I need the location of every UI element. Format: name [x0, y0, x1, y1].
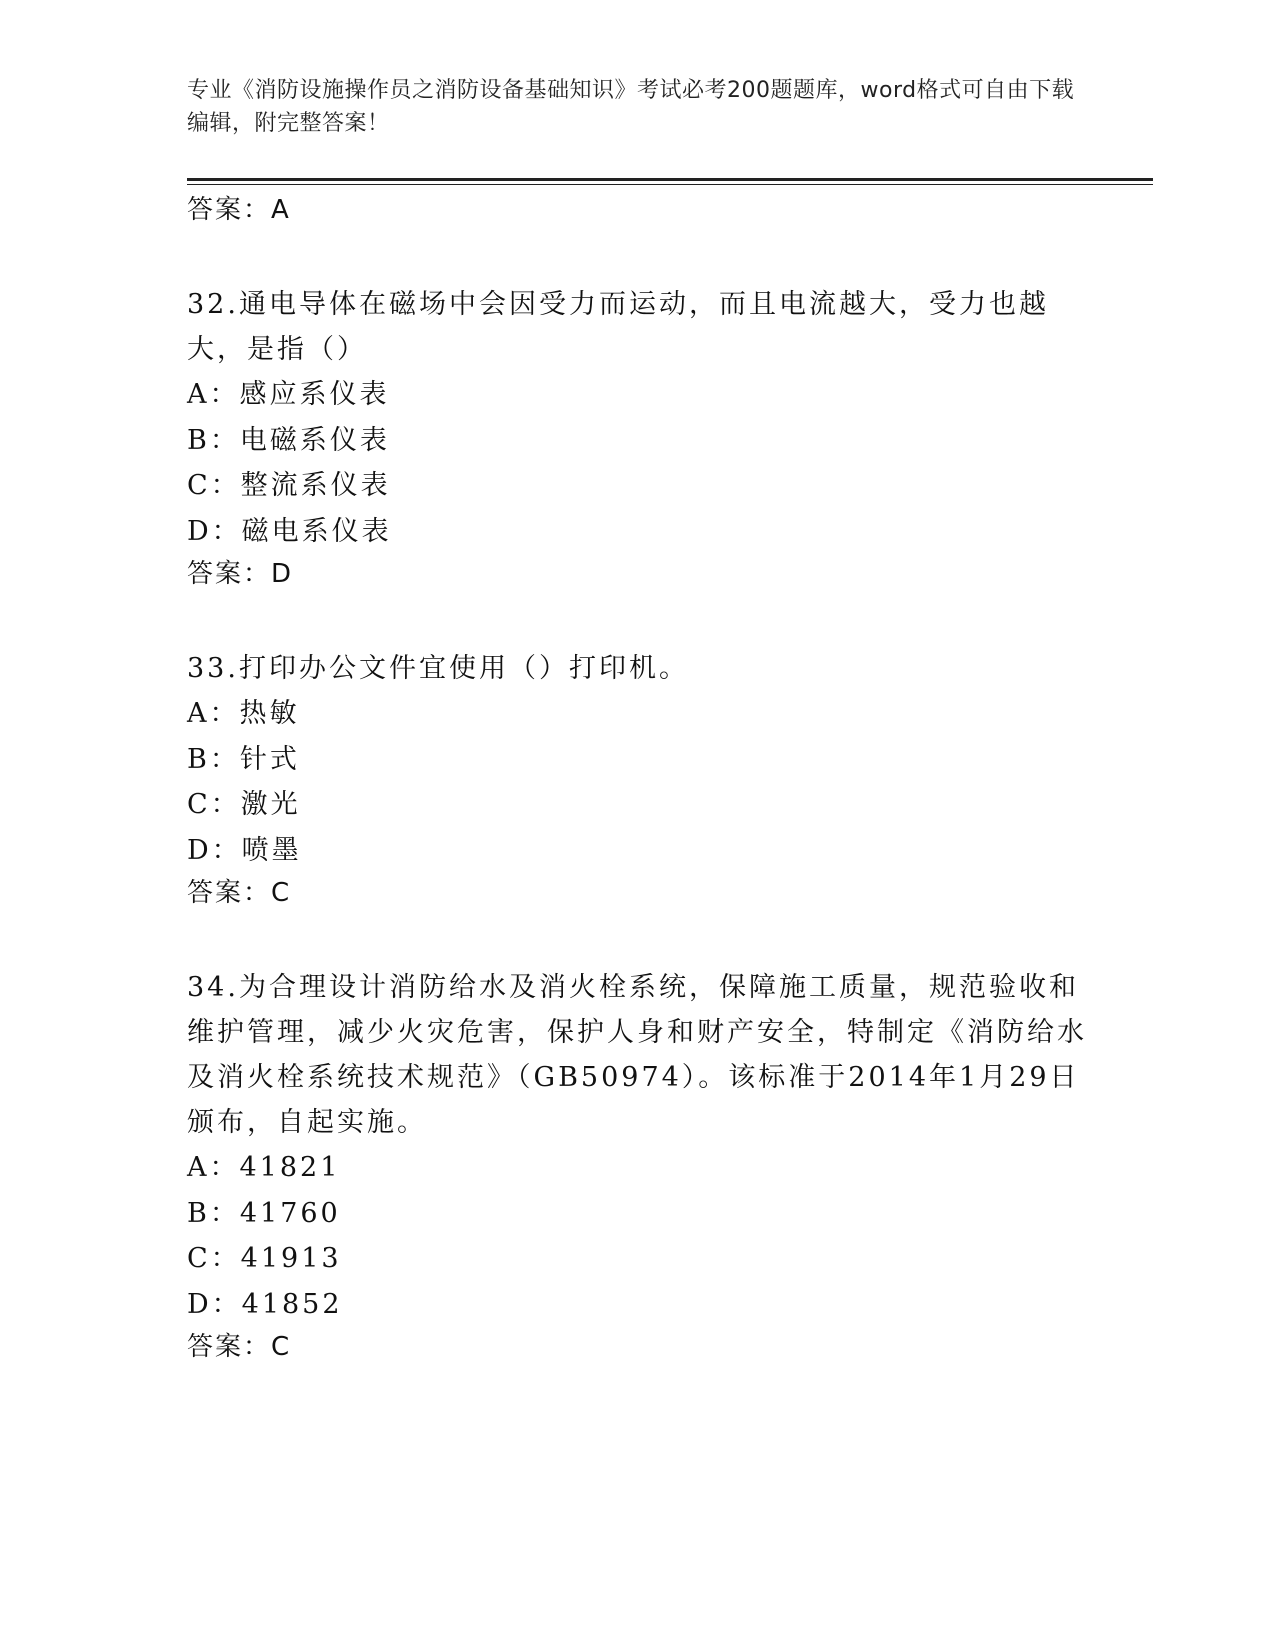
question-33: [187, 646, 1087, 918]
header-divider-thin: [187, 184, 1153, 185]
option-a: A：41821: [187, 1152, 341, 1183]
answer-prefix: 答案：: [187, 878, 272, 908]
header-text: 专业《消防设施操作员之消防设备基础知识》考试必考200题题库，word格式可自由下载编辑，附完整答案！: [187, 78, 1075, 136]
option-a: A：热敏: [187, 698, 300, 729]
answer-line: [187, 554, 1087, 599]
option-d: D：磁电系仪表: [187, 515, 392, 547]
answer-line: [187, 1327, 1087, 1372]
answer-value: C: [271, 1332, 292, 1362]
answer-line: [187, 873, 1087, 918]
option-b: B：41760: [187, 1197, 341, 1229]
question-34: [187, 965, 1087, 1372]
option-c: C：41913: [187, 1243, 342, 1274]
answer-prefix: 答案：: [187, 195, 272, 225]
question-number: 34.: [187, 972, 239, 1003]
option-b: B：针式: [187, 743, 300, 775]
question-body: 通电导体在磁场中会因受力而运动，而且电流越大，受力也越大，是指（）: [187, 289, 1049, 365]
answer-value: A: [271, 195, 291, 225]
answer-prefix: 答案：: [187, 1332, 272, 1362]
question-body: 为合理设计消防给水及消火栓系统，保障施工质量，规范验收和维护管理，减少火灾危害，保护人身和财产安全，特制定《消防给水及消火栓系统技术规范》（GB50974）。该标准于2014年1月29日颁布，自起实施。: [187, 972, 1087, 1138]
question-text: [187, 965, 1087, 1145]
answer-value: D: [271, 559, 294, 589]
answer-prefix: 答案：: [187, 559, 272, 589]
question-number: 32.: [187, 289, 239, 320]
question-body: 打印办公文件宜使用（）打印机。: [238, 653, 689, 684]
option-c: C：整流系仪表: [187, 470, 391, 501]
question-number: 33.: [187, 653, 239, 684]
answer-line: [187, 190, 1087, 235]
option-a: A：感应系仪表: [187, 379, 390, 410]
question-text: [187, 282, 1087, 372]
question-list: [187, 190, 1087, 1372]
option-d: D：41852: [187, 1288, 343, 1320]
question-32: [187, 282, 1087, 599]
answer-value: C: [271, 878, 292, 908]
question-text: [187, 646, 1087, 691]
document-header: [187, 74, 1087, 140]
option-c: C：激光: [187, 789, 301, 820]
header-divider-thick: [187, 178, 1153, 181]
option-d: D：喷墨: [187, 834, 302, 866]
option-b: B：电磁系仪表: [187, 424, 390, 456]
